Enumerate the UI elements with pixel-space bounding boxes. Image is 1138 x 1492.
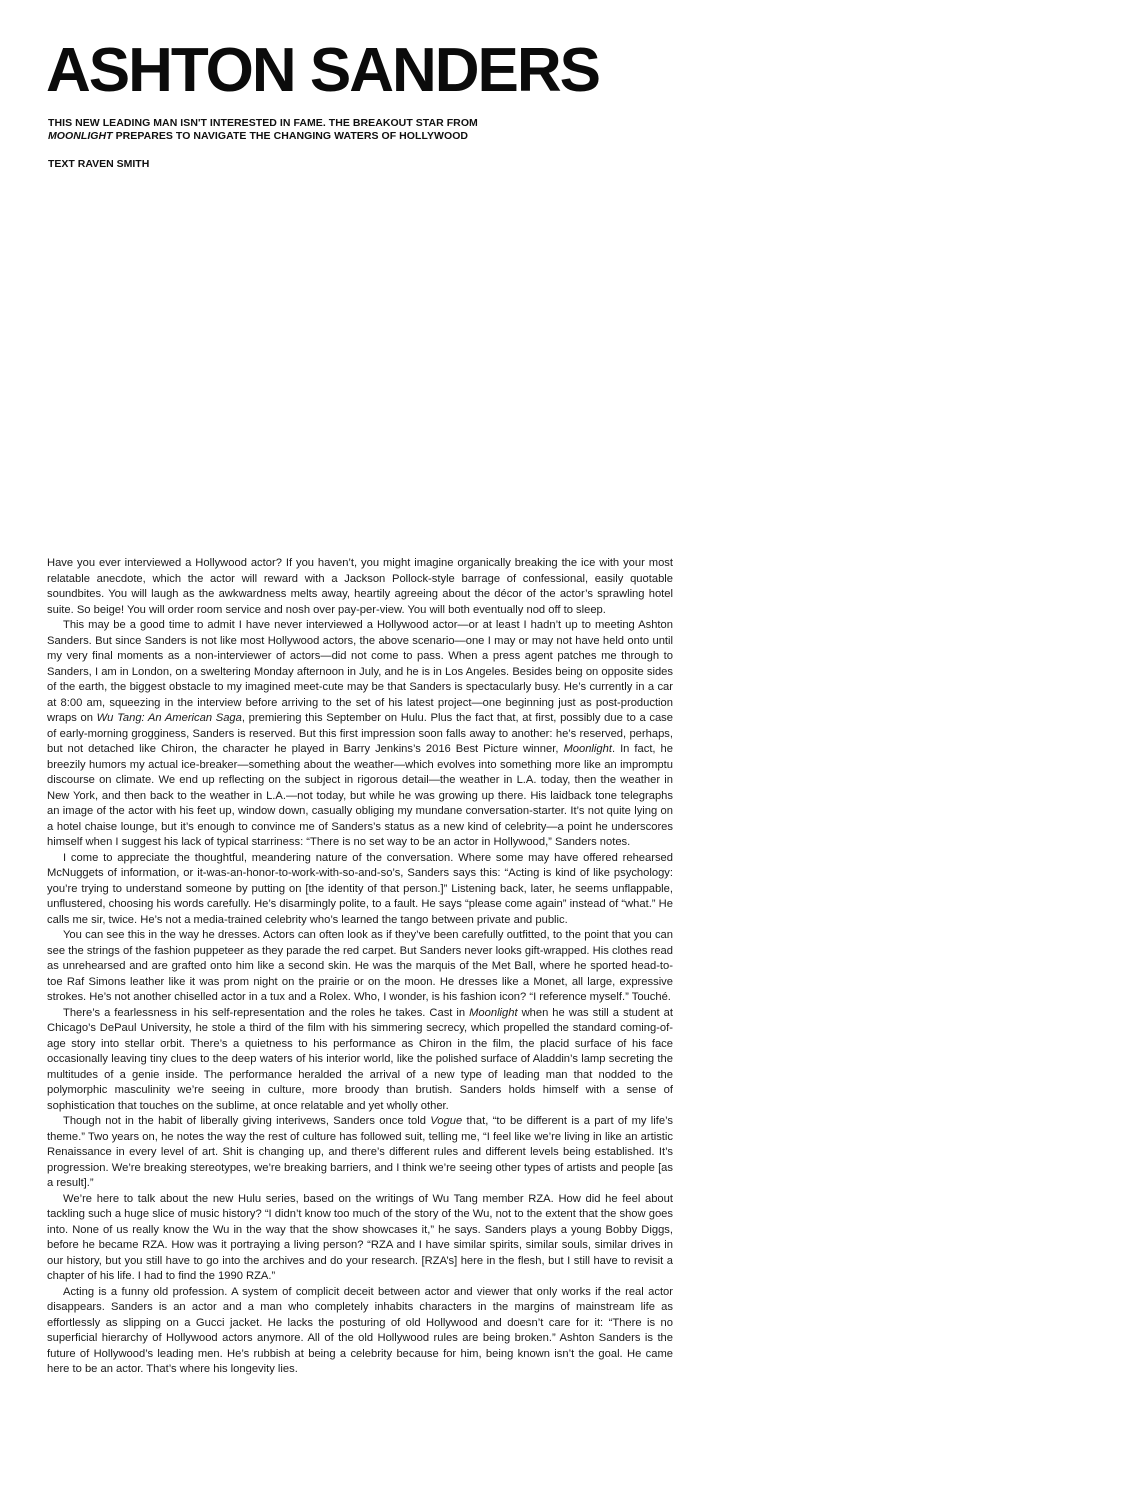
paragraph-2-part-a: This may be a good time to admit I have never interviewed a Hollywood actor—or at least I hadn’t up to meeting Ashton Sanders. But since Sanders is not like most Hollywood actors, the above scenario—one I may or may not have held onto until my very final moments as a non-interviewer of actors—did not come to pass. When a press agent patches me through to Sanders, I am in London, on a sweltering Monday afternoon in July, and he is in Los Angeles. Besides being on opposite sides of the earth, the biggest obstacle to my imagined meet-cute may be that Sanders is spectacularly busy. He’s currently in a car at 8:00 am, squeezing in the interview before arriving to the set of his latest project—one beginning just as post-production wraps on xyxy=(47,619,673,724)
deck-line-1: THIS NEW LEADING MAN ISN'T INTERESTED IN FAME. THE BREAKOUT STAR FROM xyxy=(48,117,478,129)
paragraph-5 xyxy=(47,1006,673,1115)
paragraph-2-part-b: , premiering this September on Hulu. Plus the fact that, at first, possibly due to a case of early-morning grogginess, Sanders is reserved. But this first impression soon falls away to another: he’s reserved, perhaps, but not detached like Chiron, the character he played in Barry Jenkins’s 2016 Best Picture winner, xyxy=(47,712,673,755)
film-title: Moonlight xyxy=(469,1006,518,1019)
article-body xyxy=(47,556,673,1378)
paragraph-6-part-a: Though not in the habit of liberally giving interivews, Sanders once told xyxy=(63,1115,431,1127)
paragraph-3: I come to appreciate the thoughtful, meandering nature of the conversation. Where some may have offered rehearsed McNuggets of information, or it-was-an-honor-to-work-with-so-and-so’s, Sanders says this: “Acting is kind of like psychology: you’re trying to understand someone by putting on [the identity of that person.]” Listening back, later, he seems unflappable, unflustered, choosing his words carefully. He’s disarmingly polite, to a fault. He says “please come again” instead of “what.” He calls me sir, twice. He’s not a media-trained celebrity who’s learned the tango between private and public. xyxy=(47,851,673,926)
paragraph-4: You can see this in the way he dresses. Actors can often look as if they’ve been carefully outfitted, to the point that you can see the strings of the fashion puppeteer as they parade the red carpet. But Sanders never looks gift-wrapped. His clothes read as unrehearsed and are grafted onto him like a second skin. He was the marquis of the Met Ball, where he sported head-to-toe Raf Simons leather like it was prom night on the prairie or on the moon. He dresses like a Monet, all large, expressive strokes. He’s not another chiselled actor in a tux and a Rolex. Who, I wonder, is his fashion icon? “I reference myself.” Touché. xyxy=(47,929,673,1003)
article-title: ASHTON SANDERS xyxy=(46,36,600,105)
paragraph-2-part-c: . In fact, he breezily humors my actual ice-breaker—something about the weather—which evolves into something more like an impromptu discourse on climate. We end up reflecting on the subject in rigorous detail—the weather in L.A. today, then the weather in New York, and then back to the weather in L.A.—not today, but while he was growing up there. His laidback tone telegraphs an image of the actor with his feet up, window down, casually obliging my mundane conversation-starter. It’s not quite lying on a hotel chaise lounge, but it’s enough to convince me of Sanders’s status as a new kind of celebrity—a point he underscores himself when I suggest his lack of typical starriness: “There is no set way to be an actor in Hollywood,” Sanders notes. xyxy=(47,743,673,848)
paragraph-1: Have you ever interviewed a Hollywood actor? If you haven’t, you might imagine organically breaking the ice with your most relatable anecdote, which the actor will reward with a Jackson Pollock-style barrage of confessional, easily quotable soundbites. You will laugh as the awkwardness melts away, heartily agreeing about the décor of the actor’s sprawling hotel suite. So beige! You will order room service and nosh over pay-per-view. You will both eventually nod off to sleep. xyxy=(47,557,673,616)
deck-film-title: MOONLIGHT xyxy=(48,130,113,142)
paragraph-7: We’re here to talk about the new Hulu series, based on the writings of Wu Tang member RZA. How did he feel about tackling such a huge slice of music history? “I didn’t know too much of the story of the Wu, not to the extent that the show goes into. None of us really know the Wu in the way that the show showcases it,” he says. Sanders plays a young Bobby Diggs, before he became RZA. How was it portraying a living person? “RZA and I have similar spirits, similar souls, similar drives in our history, but you still have to go into the archives and do your research. [RZA’s] here in the flesh, but I still have to revisit a chapter of his life. I had to find the 1990 RZA.” xyxy=(47,1192,673,1282)
paragraph-5-part-a: There’s a fearlessness in his self-representation and the roles he takes. Cast in xyxy=(63,1006,470,1019)
film-title: Moonlight xyxy=(563,743,612,755)
deck-line-2 xyxy=(48,130,688,143)
show-title: Wu Tang: An American Saga xyxy=(96,712,242,724)
paragraph-6 xyxy=(47,1114,673,1192)
article-deck xyxy=(48,117,688,143)
author-credit: TEXT RAVEN SMITH xyxy=(48,158,150,170)
deck-line-2-rest: PREPARES TO NAVIGATE THE CHANGING WATERS OF HOLLYWOOD xyxy=(112,130,469,142)
paragraph-2 xyxy=(47,618,673,851)
magazine-title: Vogue xyxy=(430,1115,463,1127)
paragraph-5-part-b: when he was still a student at Chicago’s DePaul University, he stole a third of the film with his simmering secrecy, which propelled the standard coming-of-age story into stellar orbit. There’s a quietness to his performance as Chiron in the film, the placid surface of his face occasionally leaving tiny clues to the deep waters of his interior world, like the polished surface of Aladdin’s lamp secreting the multitudes of a genie inside. The performance heralded the arrival of a new type of leading man that nodded to the polymorphic masculinity we’re seeing in culture, more broody than brutish. Sanders holds himself with a sense of sophistication that touches on the sublime, at once relatable and yet wholly other. xyxy=(47,1006,673,1112)
paragraph-6-part-b: that, “to be different is a part of my life’s theme.” Two years on, he notes the way the rest of culture has followed suit, telling me, “I feel like we’re living in like an artistic Renaissance in every level of art. Shit is changing up, and there’s different rules and different levels being established. It’s progression. We’re breaking stereotypes, we’re breaking barriers, and I think we’re seeing other types of artists and people [as a result].” xyxy=(47,1115,673,1189)
paragraph-8: Acting is a funny old profession. A system of complicit deceit between actor and viewer that only works if the real actor disappears. Sanders is an actor and a man who completely inhabits characters in the margins of mainstream life as effortlessly as slipping on a Gucci jacket. He lacks the posturing of old Hollywood and doesn’t care for it: “There is no superficial hierarchy of Hollywood actors anymore. All of the old Hollywood rules are being broken.” Ashton Sanders is the future of Hollywood’s leading men. He’s rubbish at being a celebrity because for him, being known isn’t the goal. He came here to be an actor. That’s where his longevity lies. xyxy=(47,1285,673,1375)
